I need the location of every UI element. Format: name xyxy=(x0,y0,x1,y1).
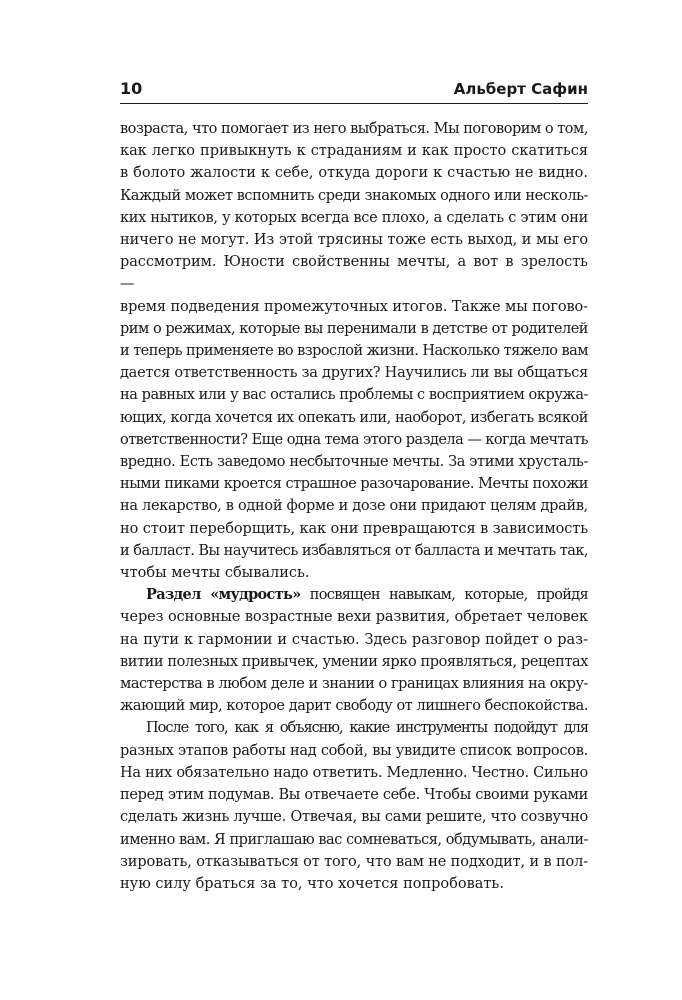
text-line: сделать жизнь лучше. Отвечая, вы сами решите, что созвучно xyxy=(120,809,589,826)
text-line: ющих, когда хочется их опекать или, наоборот, избегать всякой xyxy=(120,409,588,426)
text-line: На них обязательно надо ответить. Медленно. Честно. Сильно xyxy=(120,764,588,781)
text-line: дается ответственность за других? Научились ли вы общаться xyxy=(120,365,588,382)
text-line: на лекарство, в одной форме и дозе они придают целям драйв, xyxy=(120,498,588,515)
text-line: на равных или у вас остались проблемы с восприятием окружа- xyxy=(120,387,589,404)
paragraph-1 xyxy=(120,118,588,584)
text-line: в болото жалости к себе, откуда дороги к счастью не видно. xyxy=(120,165,588,182)
page-header xyxy=(120,77,588,104)
text-line: ными пиками кроется страшное разочарование. Мечты похожи xyxy=(120,476,589,493)
text-line: витии полезных привычек, умении ярко проявляться, рецептах xyxy=(120,653,588,670)
text-fragment: посвящен навыкам, которые, пройдя xyxy=(300,587,588,604)
body-text xyxy=(120,118,588,895)
text-line: ничего не могут. Из этой трясины тоже есть выход, и мы его xyxy=(120,232,588,249)
text-line: как легко привыкнуть к страданиям и как просто скатиться xyxy=(120,143,588,160)
text-line: вредно. Есть заведомо несбыточные мечты. За этими хрусталь- xyxy=(120,454,588,471)
text-line: и теперь применяете во взрослой жизни. Насколько тяжело вам xyxy=(120,343,588,360)
text-line: но стоит переборщить, как они превращаются в зависимость xyxy=(120,520,589,537)
text-line: ную силу браться за то, что хочется попробовать. xyxy=(120,875,504,892)
text-line: жающий мир, которое дарит свободу от лишнего беспокойства. xyxy=(120,698,588,715)
text-line: Каждый может вспомнить среди знакомых одного или несколь- xyxy=(120,187,588,204)
text-line: разных этапов работы над собой, вы увидите список вопросов. xyxy=(120,742,588,759)
paragraph-2 xyxy=(120,584,588,717)
text-line-with-lead xyxy=(120,584,588,606)
text-line: ких нытиков, у которых всегда все плохо, а сделать с этим они xyxy=(120,209,588,226)
text-line: чтобы мечты сбывались. xyxy=(120,565,310,582)
text-line: рим о режимах, которые вы перенимали в детстве от родителей xyxy=(120,320,588,337)
running-title: Альберт Сафин xyxy=(453,80,588,98)
text-line: зировать, отказываться от того, что вам не подходит, и в пол- xyxy=(120,853,588,870)
text-line: и балласт. Вы научитесь избавляться от балласта и мечтать так, xyxy=(120,542,588,559)
text-line: через основные возрастные вехи развития, обретает человек xyxy=(120,609,589,626)
text-line: на пути к гармонии и счастью. Здесь разговор пойдет о раз- xyxy=(120,631,588,648)
text-line: именно вам. Я приглашаю вас сомневаться, обдумывать, анали- xyxy=(120,831,588,848)
page-number: 10 xyxy=(120,79,143,98)
section-title-wisdom: Раздел «мудрость» xyxy=(146,586,301,604)
text-line: время подведения промежуточных итогов. Также мы погово- xyxy=(120,298,588,315)
text-line: После того, как я объясню, какие инструменты подойдут для xyxy=(146,720,588,737)
text-line: ответственности? Еще одна тема этого раздела — когда мечтать xyxy=(120,431,588,448)
text-line: рассмотрим. Юности свойственны мечты, а вот в зрелость — xyxy=(120,254,588,293)
text-line: мастерства в любом деле и знании о границах влияния на окру- xyxy=(120,676,588,693)
text-line: возраста, что помогает из него выбраться. Мы поговорим о том, xyxy=(120,121,588,137)
paragraph-3 xyxy=(120,717,588,895)
text-line: перед этим подумав. Вы отвечаете себе. Чтобы своими руками xyxy=(120,787,589,804)
